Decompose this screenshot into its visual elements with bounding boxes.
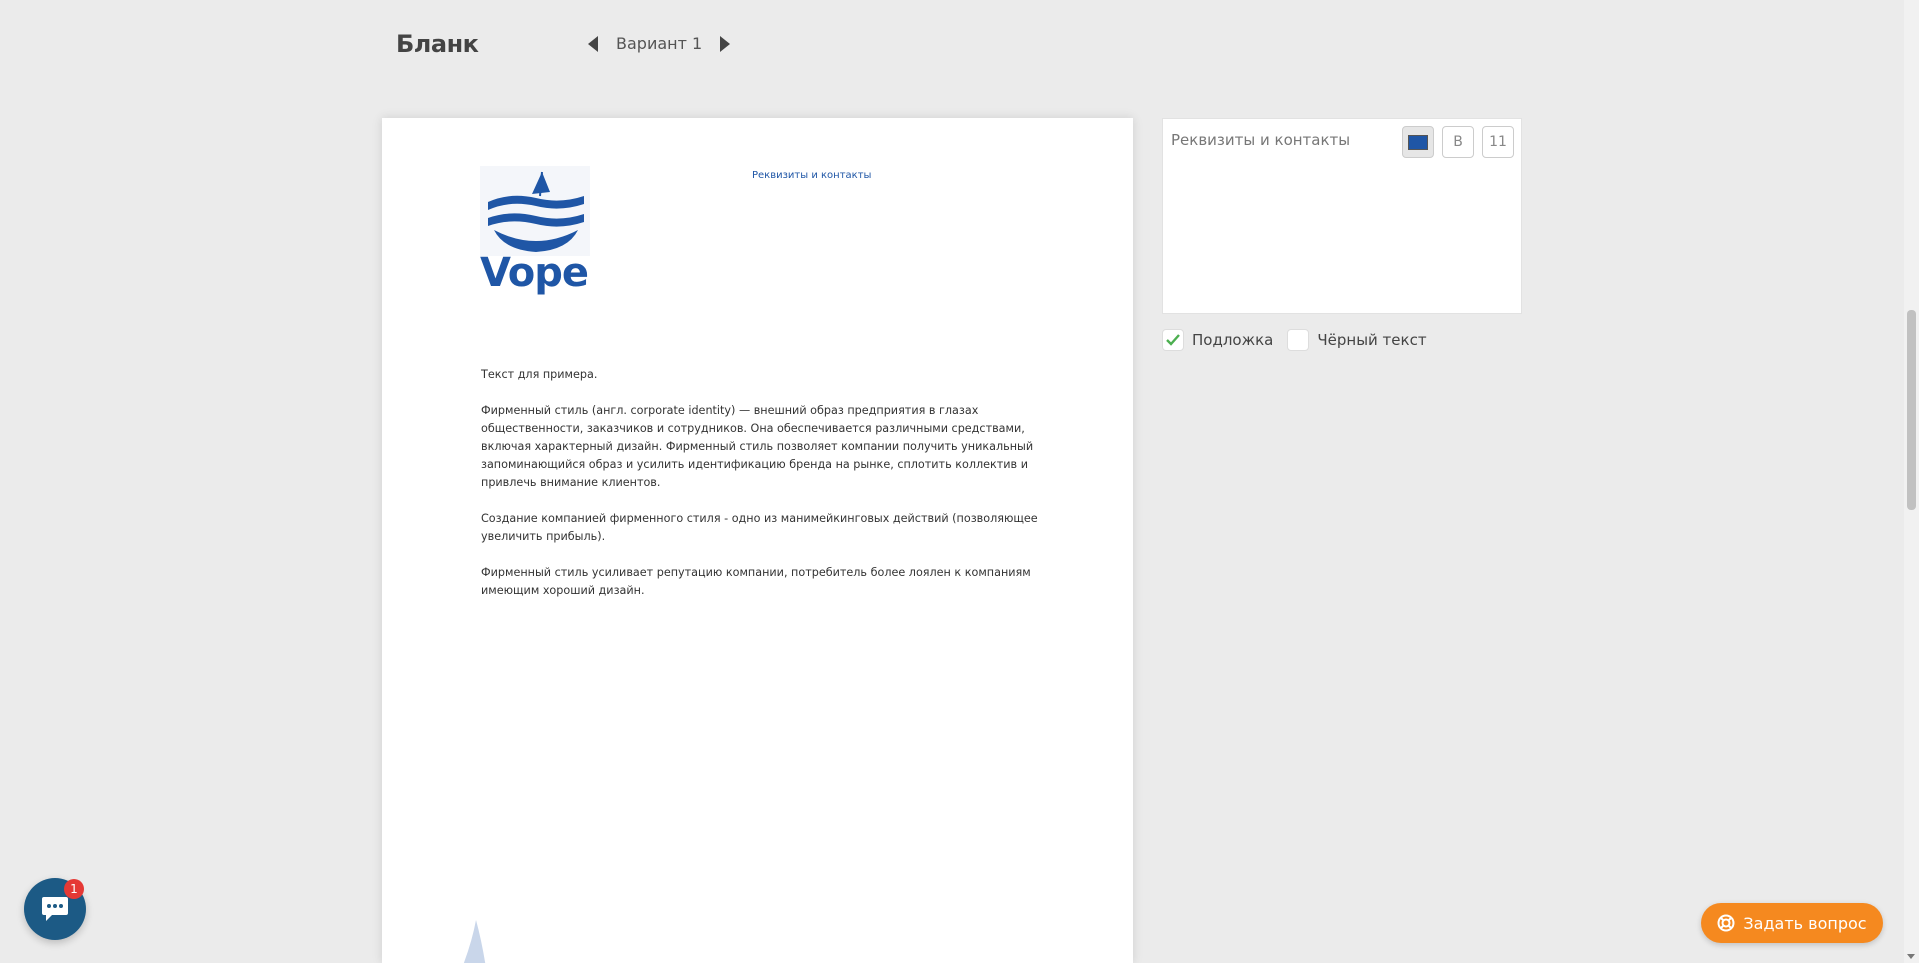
scroll-down-arrow-icon[interactable]: [1907, 954, 1915, 959]
company-logo: [480, 166, 590, 298]
ask-question-label: Задать вопрос: [1743, 913, 1867, 933]
color-swatch: [1408, 135, 1428, 150]
checkmark-icon: [1166, 334, 1180, 346]
body-paragraph: Фирменный стиль (англ. corporate identity) — внешний образ предприятия в глазах общественности, заказчиков и сотрудников. Она обеспечивается различными средствами, включая характерный дизайн. Фирменный стиль позволяет компании получить уникальный запоминающийся образ и усилить идентификацию бренда на рынке, сплотить коллектив и привлечь внимание клиентов.: [481, 404, 1034, 489]
chat-bubble-icon: [40, 895, 70, 923]
logo-sail-icon: [480, 166, 590, 256]
lifebuoy-icon: [1717, 914, 1735, 932]
display-options: [1162, 329, 1441, 351]
prev-variant-arrow-icon[interactable]: [588, 36, 598, 52]
bold-button[interactable]: B: [1442, 126, 1474, 158]
contacts-input-placeholder: Реквизиты и контакты: [1171, 131, 1351, 149]
black-text-checkbox[interactable]: [1287, 329, 1309, 351]
underlay-label: Подложка: [1192, 331, 1274, 349]
contacts-editor[interactable]: [1162, 118, 1522, 314]
body-paragraph: Создание компанией фирменного стиля - одно из манимейкинговых действий (позволяющее увеличить прибыль).: [481, 512, 1038, 543]
body-paragraph: Фирменный стиль усиливает репутацию компании, потребитель более лоялен к компаниям имеющим хороший дизайн.: [481, 566, 1031, 597]
font-size-button[interactable]: 11: [1482, 126, 1514, 158]
letterhead-preview: [382, 118, 1133, 963]
page-title: Бланк: [396, 30, 479, 58]
letterhead-body: [481, 366, 1071, 618]
next-variant-arrow-icon[interactable]: [720, 36, 730, 52]
sail-watermark-icon: [444, 918, 504, 963]
page-scrollbar[interactable]: [1904, 0, 1919, 963]
underlay-checkbox[interactable]: [1162, 329, 1184, 351]
variant-label: Вариант 1: [616, 34, 703, 53]
letterhead-contacts: Реквизиты и контакты: [752, 170, 872, 181]
chat-notification-badge: 1: [64, 879, 84, 899]
logo-text: Vope: [480, 250, 589, 296]
black-text-label: Чёрный текст: [1317, 331, 1427, 349]
variant-switcher: [588, 34, 730, 53]
body-paragraph: Текст для примера.: [481, 368, 598, 381]
text-color-button[interactable]: [1402, 126, 1434, 158]
ask-question-button[interactable]: [1701, 903, 1883, 943]
scrollbar-thumb[interactable]: [1907, 310, 1916, 510]
